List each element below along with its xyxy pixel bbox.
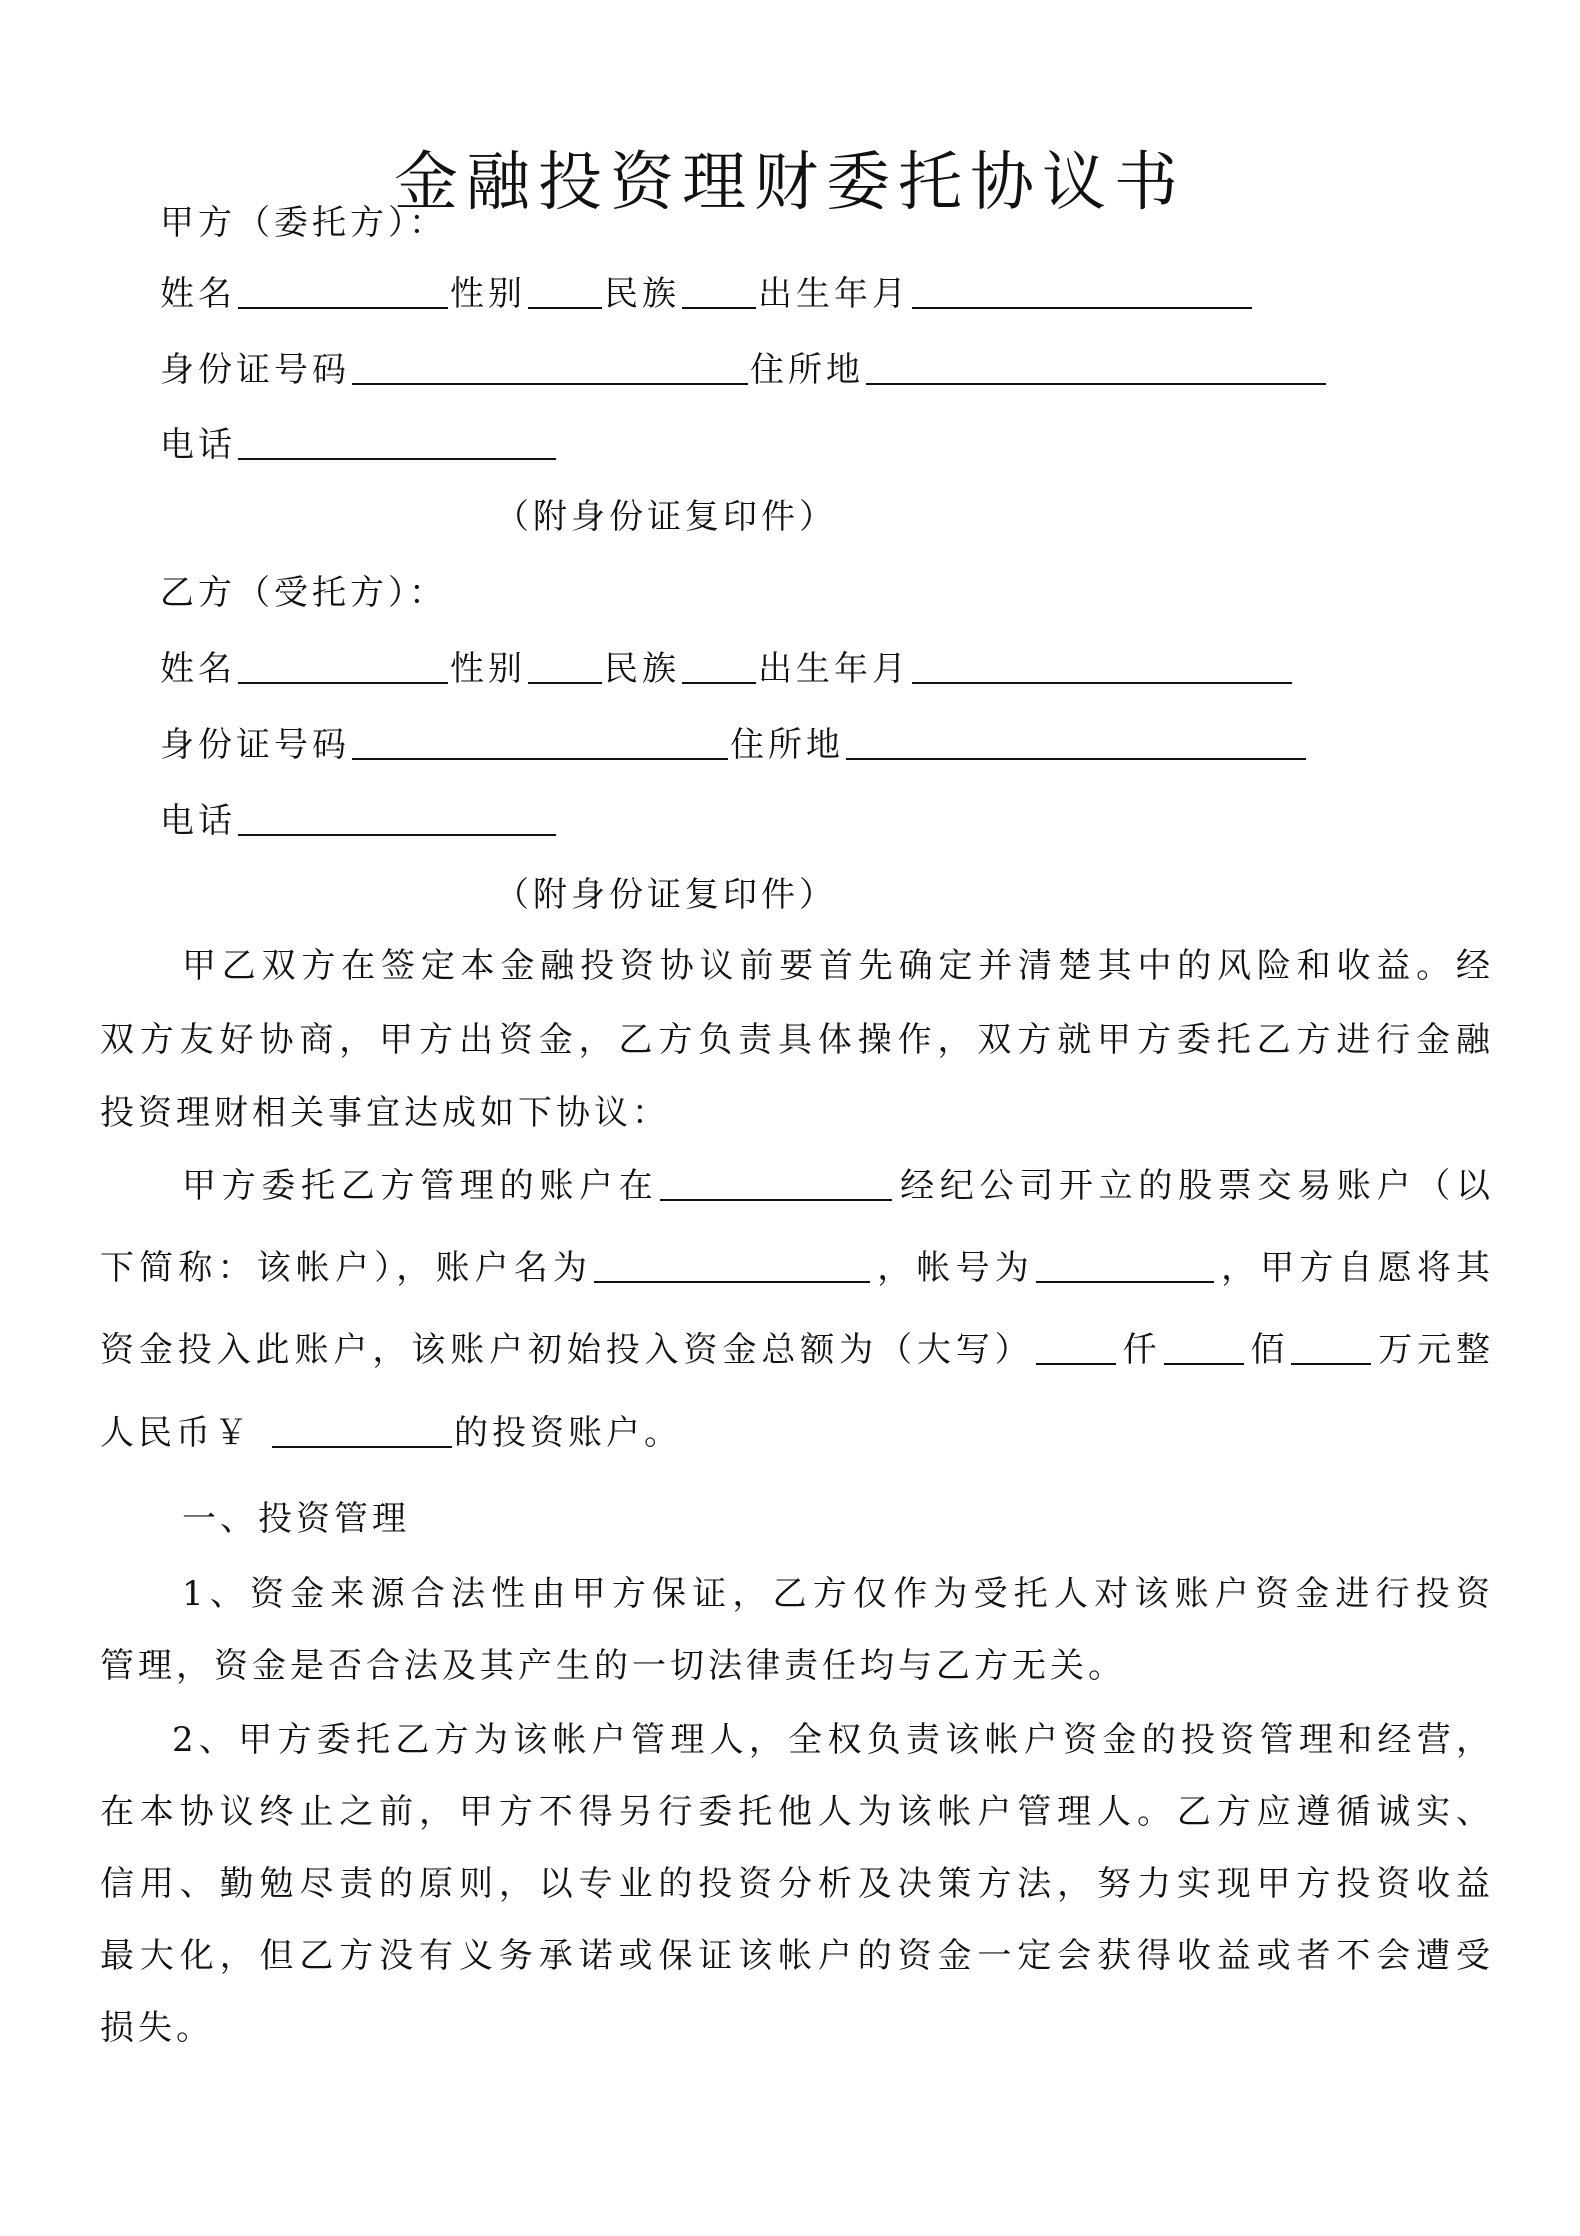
gender-blank-field[interactable] [528, 652, 602, 684]
line-text: （附身份证复印件） [495, 875, 837, 915]
document-line [160, 272, 1254, 316]
line-text: 甲方委托乙方管理的账户在 [182, 1166, 659, 1206]
line-text: （附身份证复印件） [495, 497, 837, 537]
line-text: 1、资金来源合法性由甲方保证，乙方仅作为受托人对该账户资金进行投资 [182, 1574, 1490, 1614]
document-line [495, 495, 837, 539]
line-text: 乙方（受托方）： [160, 573, 447, 613]
document-line [182, 1572, 1490, 1616]
document-line [100, 1411, 682, 1455]
document-line [182, 944, 1490, 988]
line-text: 在本协议终止之前，甲方不得另行委托他人为该帐户管理人。乙方应遵循诚实、 [100, 1792, 1490, 1832]
document-title: 金融投资理财委托协议书 [394, 145, 1186, 220]
document-line [182, 1164, 1490, 1208]
name-blank-field[interactable] [238, 277, 448, 309]
document-line [160, 201, 447, 245]
phone-blank-field[interactable] [238, 804, 556, 836]
document-line [100, 1790, 1490, 1834]
line-text: 身份证号码 [160, 725, 350, 765]
line-text: 资金投入此账户，该账户初始投入资金总额为（大写） [100, 1330, 1034, 1370]
ethnicity-blank-field[interactable] [682, 277, 756, 309]
line-text: 一、投资管理 [182, 1499, 410, 1539]
document-line [100, 2006, 214, 2050]
line-text: 佰 [1245, 1330, 1290, 1370]
line-text: 甲乙双方在签定本金融投资协议前要首先确定并清楚其中的风险和收益。经 [182, 946, 1490, 986]
line-text: 性别 [450, 274, 526, 314]
document-line [160, 799, 558, 843]
line-text: 管理，资金是否合法及其产生的一切法律责任均与乙方无关。 [100, 1646, 1126, 1686]
document-line [160, 571, 447, 615]
address-blank-field[interactable] [866, 353, 1326, 385]
line-text: 损失。 [100, 2008, 214, 2048]
document-line [160, 723, 1308, 767]
amount-hundred-blank-field[interactable] [1164, 1333, 1244, 1365]
line-text: 民族 [604, 649, 680, 689]
line-text: 万元整 [1373, 1330, 1491, 1370]
line-text: 住所地 [750, 350, 864, 390]
document-line [100, 1644, 1126, 1688]
line-text: 双方友好协商，甲方出资金，乙方负责具体操作，双方就甲方委托乙方进行金融 [100, 1020, 1490, 1060]
line-text: ，帐号为 [872, 1248, 1034, 1288]
document-line [160, 348, 1328, 392]
amount-rmb-blank-field[interactable] [272, 1416, 452, 1448]
amount-thousand-blank-field[interactable] [1036, 1333, 1116, 1365]
document-line [100, 1862, 1490, 1906]
birth-blank-field[interactable] [912, 277, 1252, 309]
phone-blank-field[interactable] [238, 428, 556, 460]
line-text: 投资理财相关事宜达成如下协议： [100, 1093, 670, 1133]
line-text: 下简称：该帐户），账户名为 [100, 1248, 593, 1288]
line-text: 住所地 [730, 725, 844, 765]
line-text: 电话 [160, 425, 236, 465]
document-line [160, 647, 1294, 691]
document-line [160, 423, 558, 467]
line-text: 出生年月 [758, 649, 910, 689]
line-text: 民族 [604, 274, 680, 314]
line-text: ，甲方自愿将其 [1215, 1248, 1491, 1288]
account-name-blank-field[interactable] [594, 1251, 870, 1283]
name-blank-field[interactable] [238, 652, 448, 684]
line-text: 姓名 [160, 649, 236, 689]
document-line [100, 1934, 1490, 1978]
line-text: 电话 [160, 801, 236, 841]
line-text: 身份证号码 [160, 350, 350, 390]
document-line [100, 1246, 1490, 1290]
document-line [100, 1091, 670, 1135]
line-text: 最大化，但乙方没有义务承诺或保证该帐户的资金一定会获得收益或者不会遭受 [100, 1936, 1490, 1976]
line-text: 人民币￥ [100, 1413, 252, 1453]
gender-blank-field[interactable] [528, 277, 602, 309]
document-line [100, 1328, 1490, 1372]
document-line [182, 1497, 410, 1541]
address-blank-field[interactable] [846, 728, 1306, 760]
line-text: 信用、勤勉尽责的原则，以专业的投资分析及决策方法，努力实现甲方投资收益 [100, 1864, 1490, 1904]
line-text: 的投资账户。 [454, 1413, 682, 1453]
document-line [100, 1018, 1490, 1062]
line-text: 姓名 [160, 274, 236, 314]
id-blank-field[interactable] [352, 353, 748, 385]
line-text: 仟 [1117, 1330, 1162, 1370]
account-number-blank-field[interactable] [1036, 1251, 1214, 1283]
line-text: 性别 [450, 649, 526, 689]
line-text: 经纪公司开立的股票交易账户（以 [894, 1166, 1491, 1206]
id-b-blank-field[interactable] [352, 728, 728, 760]
ethnicity-blank-field[interactable] [682, 652, 756, 684]
brokerage-blank-field[interactable] [660, 1169, 892, 1201]
amount-ten-thousand-blank-field[interactable] [1291, 1333, 1371, 1365]
document-line [495, 873, 837, 917]
document-line [172, 1718, 1490, 1762]
line-text: 甲方（委托方）： [160, 203, 447, 243]
line-text: 2、甲方委托乙方为该帐户管理人，全权负责该帐户资金的投资管理和经营， [172, 1720, 1490, 1760]
line-text: 出生年月 [758, 274, 910, 314]
birth-b-blank-field[interactable] [912, 652, 1292, 684]
